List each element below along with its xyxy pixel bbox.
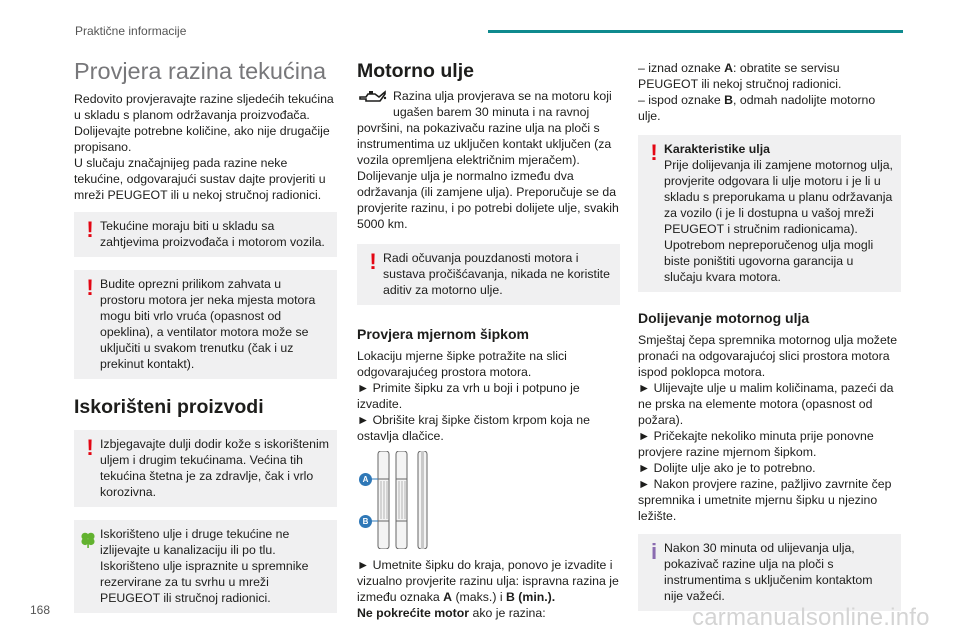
column-3	[638, 56, 901, 611]
warning-box	[74, 270, 337, 379]
intro-paragraph-2: U slučaju značajnijeg pada razine neke tekućine, odgovarajući sustav dajte provjeriti u mreži PEUGEOT ili u nekoj stručnoj radionici.	[74, 156, 326, 202]
header-accent-bar	[488, 30, 903, 33]
section-heading: Iskorišteni proizvodi	[74, 396, 264, 418]
warning-text: Izbjegavajte dulji dodir kože s iskorištenim uljem i drugim tekućinama. Većina tih tekućina štetna je za zdravlje, čak i vrlo korozivna.	[100, 437, 329, 499]
intro-paragraph-1: Redovito provjeravajte razine sljedećih tekućina u skladu s planom održavanja proizvođača. Dolijevajte potrebne količine, ako nije drugačije propisano.	[74, 92, 334, 154]
top-up-step: ► Nakon provjere razine, pažljivo zavrnite čep spremnika i umetnite mjernu šipku u njezino ležište.	[638, 477, 892, 523]
warning-text: Radi očuvanja pouzdanosti motora i sustava pročišćavanja, nikada ne koristite aditiv za motorno ulje.	[383, 251, 610, 297]
info-icon: i	[650, 539, 658, 564]
top-up-step: ► Ulijevajte ulje u malim količinama, pazeći da ne prska na elemente motora (opasnost od požara).	[638, 381, 894, 427]
dipstick-step: Ne pokrećite motor ako je razina:	[357, 606, 546, 620]
top-up-step: Smještaj čepa spremnika motornog ulja možete pronaći na odgovarajućoj slici prostora motora ispod poklopca motora.	[638, 333, 898, 379]
dipstick-step: ► Obrišite kraj šipke čistom krpom koja ne ostavlja dlačice.	[357, 413, 590, 443]
column-2	[357, 56, 620, 621]
warning-icon: !	[86, 217, 94, 242]
marker-b: B	[359, 515, 372, 528]
level-condition: – ispod oznake B, odmah nadolijte motorno ulje.	[638, 93, 876, 123]
info-text: Nakon 30 minuta od ulijevanja ulja, pokazivač razine ulja na ploči s instrumentima s uključenim kontaktom nije važeći.	[664, 541, 873, 603]
dipstick-step: ► Primite šipku za vrh u boji i potpuno je izvadite.	[357, 381, 580, 411]
section-heading: Motorno ulje	[357, 60, 474, 82]
warning-icon: !	[650, 140, 658, 165]
page-title: Provjera razina tekućina	[74, 58, 327, 84]
level-condition: – iznad oznake A: obratite se servisu PEUGEOT ili nekoj stručnoj radionici.	[638, 61, 842, 91]
marker-a: A	[359, 473, 372, 486]
eco-clover-icon	[80, 528, 96, 552]
dipstick-step: ► Umetnite šipku do kraja, ponovo je izvadite i vizualno provjerite razinu ulja: ispravna razina je između oznaka A (maks.) i B (min.).	[357, 558, 619, 604]
dipstick-step: Lokaciju mjerne šipke potražite na slici odgovarajućeg prostora motora.	[357, 349, 567, 379]
warning-text: Tekućine moraju biti u skladu sa zahtjevima proizvođača i motorom vozila.	[100, 219, 325, 249]
top-up-step: ► Pričekajte nekoliko minuta prije ponovne provjere razine mjernom šipkom.	[638, 429, 874, 459]
dipstick-drawing	[357, 451, 447, 549]
warning-box	[74, 212, 337, 257]
watermark: carmanualsonline.info	[692, 604, 930, 631]
column-1	[74, 56, 337, 613]
warning-box	[74, 430, 337, 507]
warning-text: Upotrebom nepreporučenog ulja mogli biste poništiti ugovorna garancija u slučaju kvara motora.	[664, 238, 874, 284]
oil-intro	[357, 88, 620, 168]
warning-title: Karakteristike ulja	[664, 142, 770, 156]
subsection-heading: Provjera mjernom šipkom	[357, 326, 529, 342]
oil-text: Dolijevanje ulja je normalno između dva održavanja (ili zamjene ulja). Preporučuje se da provjerite razinu, i po potrebi dolijete ulje, svakih 5000 km.	[357, 169, 619, 231]
oil-text: Razina ulja provjerava se na motoru koji ugašen barem 30 minuta i na ravnoj površini, na pokazivaču razine ulja na ploči s instrumentima uz uključen kontakt uključen (za vozila opremljena električnim mjeračem).	[357, 89, 612, 167]
page-number: 168	[30, 603, 51, 617]
warning-icon: !	[86, 435, 94, 460]
oil-can-icon	[357, 88, 387, 106]
eco-box	[74, 520, 337, 613]
warning-text: Prije dolijevanja ili zamjene motornog ulja, provjerite odgovara li ulje motoru i je li u skladu s preporukama u planu održavanja za vozilo (i je li dostupna u vašoj mreži PEUGEOT i stručnim radionicama).	[664, 158, 893, 236]
dipstick-illustration	[357, 451, 447, 549]
warning-text: Budite oprezni prilikom zahvata u prostoru motora jer neka mjesta motora mogu biti vrlo vruća (opasnost od opeklina), a ventilator motora može se uključiti u svakom trenutku (čak i uz prekinut kontakt).	[100, 277, 316, 371]
subsection-heading: Dolijevanje motornog ulja	[638, 310, 810, 326]
warning-icon: !	[86, 275, 94, 300]
info-box	[638, 534, 901, 611]
header-title: Praktične informacije	[75, 24, 187, 38]
top-up-step: ► Dolijte ulje ako je to potrebno.	[638, 461, 816, 475]
warning-box	[638, 135, 901, 292]
warning-box	[357, 244, 620, 305]
warning-icon: !	[369, 249, 377, 274]
eco-text: Iskorišteno ulje i druge tekućine ne izlijevajte u kanalizaciju ili po tlu. Iskorišteno ulje ispraznite u spremnike rezervirane za tu svrhu u mreži PEUGEOT ili stručnoj radionici.	[100, 527, 309, 605]
